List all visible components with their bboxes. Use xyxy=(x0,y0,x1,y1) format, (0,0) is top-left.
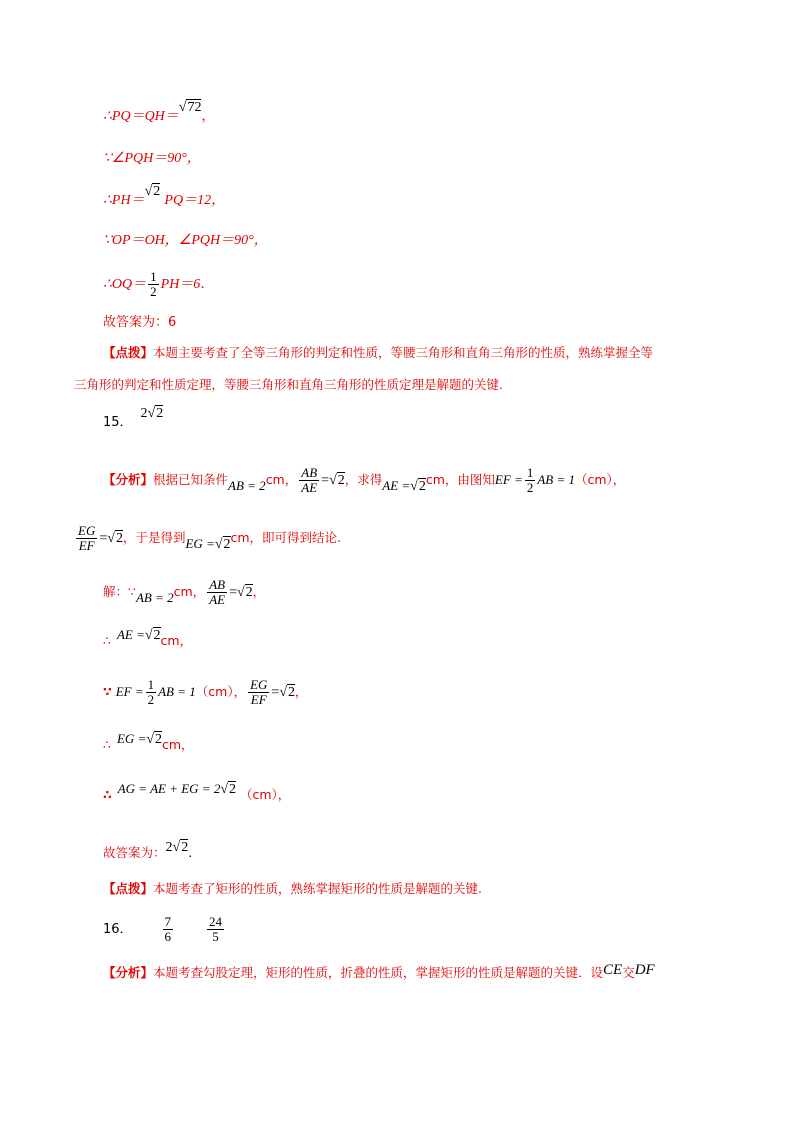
answer-line-14 xyxy=(103,312,176,334)
denominator: 5 xyxy=(212,929,219,944)
math-ef: EF = xyxy=(115,684,144,699)
line-ph xyxy=(103,184,226,212)
text: cm， xyxy=(162,737,194,752)
denominator: 2 xyxy=(150,284,157,299)
text: （cm）， xyxy=(195,684,247,699)
numerator: 1 xyxy=(150,269,157,284)
denominator: EF xyxy=(250,692,267,707)
numerator: 1 xyxy=(147,677,155,692)
text: ， xyxy=(295,684,308,699)
question-16 xyxy=(103,912,226,948)
sqrt-2: √2 xyxy=(220,782,237,797)
denominator: 2 xyxy=(147,692,155,707)
text: . xyxy=(188,845,193,860)
fraction-half xyxy=(148,270,159,299)
answer-2sqrt2: 2√2 xyxy=(140,406,164,421)
radicand: 2 xyxy=(156,406,164,421)
text: ， xyxy=(284,472,298,487)
unit: cm xyxy=(265,472,285,487)
equals: = xyxy=(271,685,280,700)
radicand: 2 xyxy=(155,732,162,747)
sqrt-2: √2 xyxy=(107,531,123,546)
math-ab1: AB = 1 xyxy=(158,684,196,699)
radicand: 2 xyxy=(288,685,296,700)
text: PQ＝12， xyxy=(164,193,226,208)
answer-fraction-7-6 xyxy=(163,915,174,944)
fraction-half xyxy=(525,466,536,495)
q15-solution-line5 xyxy=(103,780,290,810)
q15-solution-line2 xyxy=(103,626,192,656)
text: ∴OQ＝ xyxy=(103,277,147,292)
text: 本题考查勾股定理，矩形的性质，折叠的性质，掌握矩形的性质是解题的关键．设 xyxy=(153,965,604,980)
text: cm， xyxy=(160,633,193,648)
text: 三角形的判定和性质定理，等腰三角形和直角三角形的性质定理是解题的关键. xyxy=(74,377,503,392)
sqrt-2: √2 xyxy=(410,479,426,494)
radicand: 2 xyxy=(245,585,253,600)
line-op-oh xyxy=(103,230,268,252)
text: ，于是得到 xyxy=(122,530,186,545)
math-ag: AG = AE + EG = 2 xyxy=(117,781,221,796)
unit: cm xyxy=(173,584,193,599)
denominator: 2 xyxy=(526,480,534,495)
math-ab2: AB = 2 xyxy=(228,478,266,493)
math-ab2: AB = 2 xyxy=(135,590,174,605)
radicand: 2 xyxy=(229,782,237,797)
question-number: 15． xyxy=(103,415,133,430)
text: ∴PH＝ xyxy=(103,193,145,208)
text: 交 xyxy=(622,965,635,980)
q15-solution-line1 xyxy=(103,574,265,610)
fraction-eg-ef xyxy=(76,524,97,553)
question-15 xyxy=(103,406,164,434)
fraction-ab-ae xyxy=(207,578,227,607)
fraction-ab-ae xyxy=(299,466,319,495)
coef: 2 xyxy=(165,840,173,855)
text: ∵OP＝OH，∠PQH＝90°， xyxy=(103,233,268,248)
denominator: AE xyxy=(209,592,226,607)
q15-analysis-line1 xyxy=(103,462,625,498)
text: ， xyxy=(201,109,215,124)
text: 本题考查了矩形的性质，熟练掌握矩形的性质是解题的关键. xyxy=(153,881,482,896)
text: ∴PQ＝QH＝ xyxy=(103,109,179,124)
text: 故答案为：6 xyxy=(103,315,177,330)
sqrt-2: √2 xyxy=(144,628,161,643)
because-symbol: ∵ xyxy=(103,684,112,699)
sqrt-2: √2 xyxy=(214,537,231,552)
radicand: 72 xyxy=(187,100,202,115)
text: ， xyxy=(252,584,266,599)
text: cm，由图知 xyxy=(425,472,495,487)
sqrt-2: √2 xyxy=(144,184,161,199)
coef: 2 xyxy=(140,406,148,421)
text: 故答案为： xyxy=(103,845,166,860)
answer-2sqrt2: 2√2 xyxy=(165,840,189,855)
numerator: EG xyxy=(78,523,96,538)
sqrt-2: √2 xyxy=(329,473,345,488)
q15-answer xyxy=(103,838,192,868)
therefore-symbol: ∴ xyxy=(103,787,112,802)
q16-analysis xyxy=(103,962,655,984)
therefore-symbol: ∴ xyxy=(103,737,111,752)
text: 本题主要考查了全等三角形的判定和性质，等腰三角形和直角三角形的性质，熟练掌握全等 xyxy=(153,345,654,360)
radicand: 2 xyxy=(153,628,161,643)
dianbo-1-line1 xyxy=(103,342,653,364)
sqrt-2: √2 xyxy=(236,585,253,600)
line-oq xyxy=(103,269,215,299)
numerator: AB xyxy=(209,577,226,592)
numerator: EG xyxy=(250,677,268,692)
equals: = xyxy=(99,531,108,546)
line-angle-pqh xyxy=(103,148,201,170)
answer-fraction-24-5 xyxy=(207,915,224,944)
text: ，求得 xyxy=(344,472,383,487)
dianbo-2 xyxy=(103,878,482,900)
dianbo-1-line2 xyxy=(74,374,503,396)
math-ef: EF = xyxy=(494,472,523,487)
radicand: 2 xyxy=(337,473,345,488)
sqrt-72: √72 xyxy=(178,100,202,115)
text: cm，即可得到结论. xyxy=(230,530,342,545)
sqrt-2: √2 xyxy=(146,732,162,747)
dianbo-tag: 【点拨】 xyxy=(103,881,154,896)
numerator: 1 xyxy=(526,465,534,480)
numerator: 7 xyxy=(164,914,172,929)
text: PH＝6． xyxy=(160,277,215,292)
math-eg: EG = xyxy=(116,731,147,746)
equals: = xyxy=(229,585,237,600)
fraction-eg-ef xyxy=(248,678,269,707)
math-eg: EG = xyxy=(185,536,215,551)
math-df: DF xyxy=(634,962,655,978)
text: （cm）， xyxy=(240,787,291,802)
math-ae: AE = xyxy=(382,478,411,493)
q15-solution-line4 xyxy=(103,730,194,760)
radicand: 2 xyxy=(418,479,426,494)
fraction-half xyxy=(146,678,157,707)
denominator: AE xyxy=(301,480,318,495)
q15-analysis-line2 xyxy=(74,520,341,556)
fenxi-tag: 【分析】 xyxy=(103,965,154,980)
math-ae: AE = xyxy=(116,627,145,642)
equals: = xyxy=(321,473,330,488)
text: ， xyxy=(192,584,206,599)
line-pq-qh xyxy=(103,100,215,128)
radicand: 2 xyxy=(223,537,231,552)
radicand: 2 xyxy=(153,184,161,199)
denominator: 6 xyxy=(164,929,172,944)
math-ce: CE xyxy=(603,962,623,978)
radicand: 2 xyxy=(115,531,123,546)
q15-solution-line3 xyxy=(103,672,308,712)
dianbo-tag: 【点拨】 xyxy=(103,345,154,360)
numerator: 24 xyxy=(209,914,223,929)
text: ∵∠PQH＝90°， xyxy=(103,151,201,166)
therefore-symbol: ∴ xyxy=(103,633,111,648)
numerator: AB xyxy=(301,465,318,480)
question-number: 16． xyxy=(103,922,133,937)
text: 解：∵ xyxy=(103,584,136,599)
radicand: 2 xyxy=(181,840,189,855)
sqrt-2: √2 xyxy=(279,685,296,700)
math-ab1: AB = 1 xyxy=(537,472,575,487)
text: 根据已知条件 xyxy=(153,472,229,487)
fenxi-tag: 【分析】 xyxy=(103,472,154,487)
text: （cm）， xyxy=(574,472,626,487)
denominator: EF xyxy=(78,538,95,553)
